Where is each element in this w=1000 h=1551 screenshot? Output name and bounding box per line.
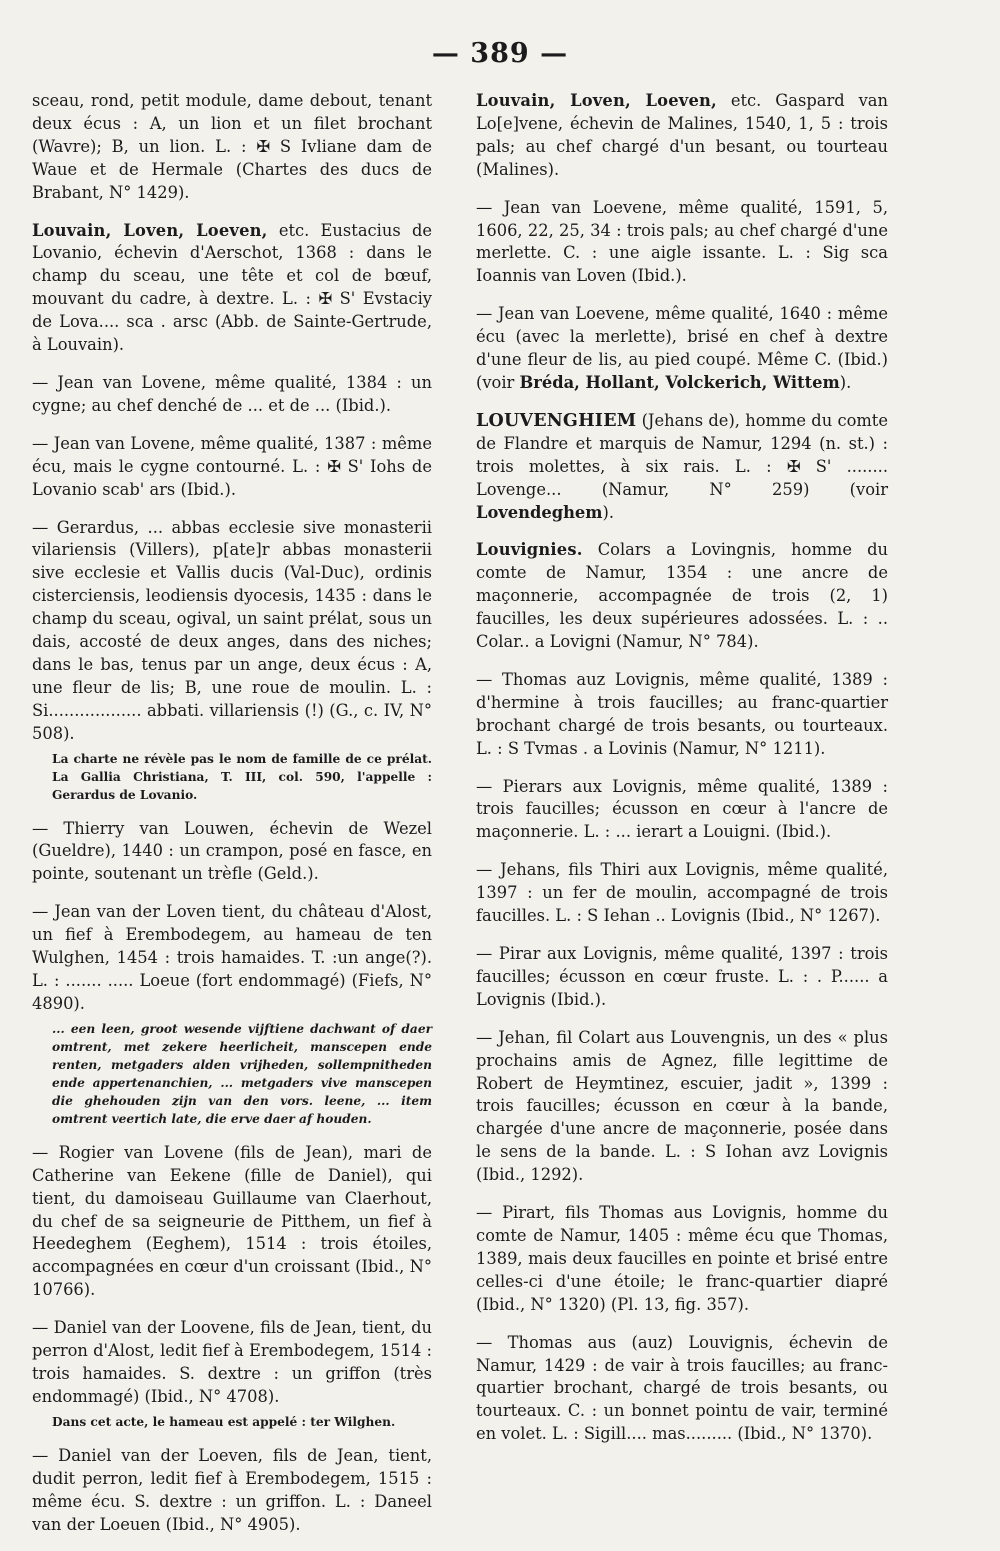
entry-jean-van-loevene-1591: — Jean van Loevene, même qualité, 1591, 5, 1606, 22, 25, 34 : trois pals; au chef chargé d'une merlette. C. : une aigle issante. L. : Sig sca Ioannis van Loven (Ibid.). [476, 197, 888, 286]
entry-end: ). [602, 502, 615, 522]
entry-heading: LOUVENGHIEM [476, 410, 637, 431]
entry-heading: Louvain, Loven, Loeven, [476, 91, 717, 110]
entry-pirart-fils-thomas: — Pirart, fils Thomas aus Lovignis, homme du comte de Namur, 1405 : même écu que Thomas, 1389, mais deux faucilles en pointe et brisé entre celles-ci d'une étoile; le franc-quartier diapré (Ibid., N° 1320) (Pl. 13, fig. 357). [476, 1203, 888, 1314]
entry-louvain-gaspard [476, 90, 888, 182]
entry-rogier-van-lovene: — Rogier van Lovene (fils de Jean), mari de Catherine van Eekene (fille de Daniel), qui tient, du damoiseau Guillaume van Claerhout, du chef de sa seigneurie de Pitthem, un fief à Heedeghem (Eeghem), 1514 : trois étoiles, accompagnées en cœur d'un croissant (Ibid., N° 10766). [32, 1142, 432, 1300]
entry-thomas-aus-louvignis: — Thomas aus (auz) Louvignis, échevin de Namur, 1429 : de vair à trois faucilles; au franc-quartier brochant, chargé de trois besants, ou tourteaux. C. : un bonnet pointu de vair, terminé en volet. L. : Sigill.... mas......... (Ibid., N° 1370). [476, 1332, 888, 1444]
page-number: — 389 — [431, 38, 569, 69]
entry-louvain-eustacius [32, 220, 432, 357]
entry-daniel-van-der-loeven: — Daniel van der Loeven, fils de Jean, tient, dudit perron, ledit fief à Erembodegem, 1515 : même écu. S. dextre : un griffon. L. : Daneel van der Loeuen (Ibid., N° 4905). [32, 1445, 432, 1534]
entry-thomas-auz-lovignis: — Thomas auz Lovignis, même qualité, 1389 : d'hermine à trois faucilles; au franc-quartier brochant chargé de trois besants, ou tourteaux. L. : S Tvmas . a Lovinis (Namur, N° 1211). [476, 669, 888, 758]
entry-jean-van-der-loven: — Jean van der Loven tient, du château d'Alost, un fief à Erembodegem, au hameau de ten Wulghen, 1454 : trois hamaides. T. :un ange(?). L. : ....... ..... Loeue (fort endommagé) (Fiefs, N° 4890). [32, 902, 432, 1013]
footnote-fief-quote: ... een leen, groot wesende vijftiene dachwant of daer omtrent, met zekere heerlicheit, manscepen ende renten, metgaders alden vrijheden, sollempnitheden ende appertenanchien, ... metgaders vive manscepen die ghehouden zijn van den vors. leene, ... item omtrent veertich late, die erve daer af houden. [52, 1021, 432, 1126]
entry-gerardus-abbas: — Gerardus, ... abbas ecclesie sive monasterii vilariensis (Villers), p[ate]r abbas monasterii sive ecclesie et Vallis ducis (Val-Duc), ordinis cisterciensis, leodiensis dyocesis, 1435 : dans le champ du sceau, ogival, un saint prélat, sous un dais, accosté de deux anges, dans des niches; dans le bas, tenus par un ange, deux écus : A, une fleur de lis; B, une roue de moulin. L. : Si.................. abbati. villariensis (!) (G., c. IV, N° 508). [32, 517, 432, 743]
footnote-ter-wilghen: Dans cet acte, le hameau est appelé : ter Wilghen. [52, 1414, 396, 1429]
entry-jehan-fil-colart: — Jehan, fil Colart aus Louvengnis, un des « plus prochains amis de Agnez, fille legittime de Robert de Heymtinez, escuier, jadit », 1399 : trois faucilles; écusson en cœur à la bande, chargée d'une ancre de maçonnerie, posée dans le sens de la bande. L. : S Iohan avz Lovignis (Ibid., 1292). [476, 1027, 888, 1185]
entry-body: Colars a Lovingnis, homme du comte de Namur, 1354 : une ancre de maçonnerie, accompagnée de trois (2, 1) faucilles, les deux supérieures adossées. L. : .. Colar.. a Lovigni (Namur, N° 784). [476, 540, 888, 652]
entry-body: etc. Eustacius de Lovanio, échevin d'Aerschot, 1368 : dans le champ du sceau, une tête et col de bœuf, mouvant du cadre, à dextre. L. : ✠ S' Evstaciy de Lova.... sca . arsc (Abb. de Sainte-Gertrude, à Louvain). [32, 220, 433, 355]
entry-daniel-van-der-loovene: — Daniel van der Loovene, fils de Jean, tient, du perron d'Alost, ledit fief à Erembodegem, 1514 : trois hamaides. S. dextre : un griffon (très endommagé) (Ibid., N° 4708). [32, 1318, 432, 1406]
right-column [476, 90, 888, 1461]
entry-louvignies-colars [476, 539, 888, 654]
entry-jean-van-lovene-1384: — Jean van Lovene, même qualité, 1384 : un cygne; au chef denché de ... et de ... (Ibid.). [32, 372, 432, 415]
left-column [32, 90, 432, 1551]
entry-jean-van-lovene-1387: — Jean van Lovene, même qualité, 1387 : même écu, mais le cygne contourné. L. : ✠ S' Iohs de Lovanio scab' ars (Ibid.). [32, 433, 432, 499]
entry-jean-van-loevene-1640 [476, 303, 888, 395]
entry-pierars-aux-lovignis: — Pierars aux Lovignis, même qualité, 1389 : trois faucilles; écusson en cœur à l'ancre de maçonnerie. L. : ... ierart a Louigni. (Ibid.). [476, 776, 888, 842]
entry-body: etc. Gaspard van Lo[e]vene, échevin de Malines, 1540, 1, 5 : trois pals; au chef chargé d'un besant, ou tourteau (Malines). [476, 91, 888, 179]
entry-thierry-van-louwen: — Thierry van Louwen, échevin de Wezel (Gueldre), 1440 : un crampon, posé en fasce, en pointe, soutenant un trèfle (Geld.). [32, 818, 432, 884]
cross-reference: Bréda, Hollant, Volckerich, Wittem [519, 372, 840, 392]
entry-body: (Jehans de), homme du comte de Flandre et marquis de Namur, 1294 (n. st.) : trois molettes, à six rais. L. : ✠ S' ........ Lovenge... (Namur, N° 259) (voir [476, 410, 888, 499]
entry-body: — Jean van Loevene, même qualité, 1640 : même écu (avec la merlette), brisé en chef à dextre d'une fleur de lis, au pied coupé. Même C. (Ibid.) (voir [476, 304, 888, 392]
footnote-gerardus: La charte ne révèle pas le nom de famille de ce prélat. La Gallia Christiana, T. III, col. 590, l'appelle : Gerardus de Lovanio. [52, 751, 432, 802]
cross-reference: Lovendeghem [476, 502, 603, 522]
entry-wavre-seal: sceau, rond, petit module, dame debout, tenant deux écus : A, un lion et un filet brochant (Wavre); B, un lion. L. : ✠ S Ivliane dam de Waue et de Hermale (Chartes des ducs de Brabant, N° 1429). [32, 91, 432, 202]
entry-end: ). [839, 372, 852, 392]
entry-jehans-fils-thiri: — Jehans, fils Thiri aux Lovignis, même qualité, 1397 : un fer de moulin, accompagné de trois faucilles. L. : S Iehan .. Lovignis (Ibid., N° 1267). [476, 860, 888, 926]
entry-louvenghiem [476, 410, 888, 525]
entry-heading: Louvignies. [476, 540, 583, 560]
entry-heading: Louvain, Loven, Loeven, [32, 220, 268, 240]
entry-pirar-aux-lovignis: — Pirar aux Lovignis, même qualité, 1397 : trois faucilles; écusson en cœur fruste. L. : . P...... a Lovignis (Ibid.). [476, 944, 888, 1009]
